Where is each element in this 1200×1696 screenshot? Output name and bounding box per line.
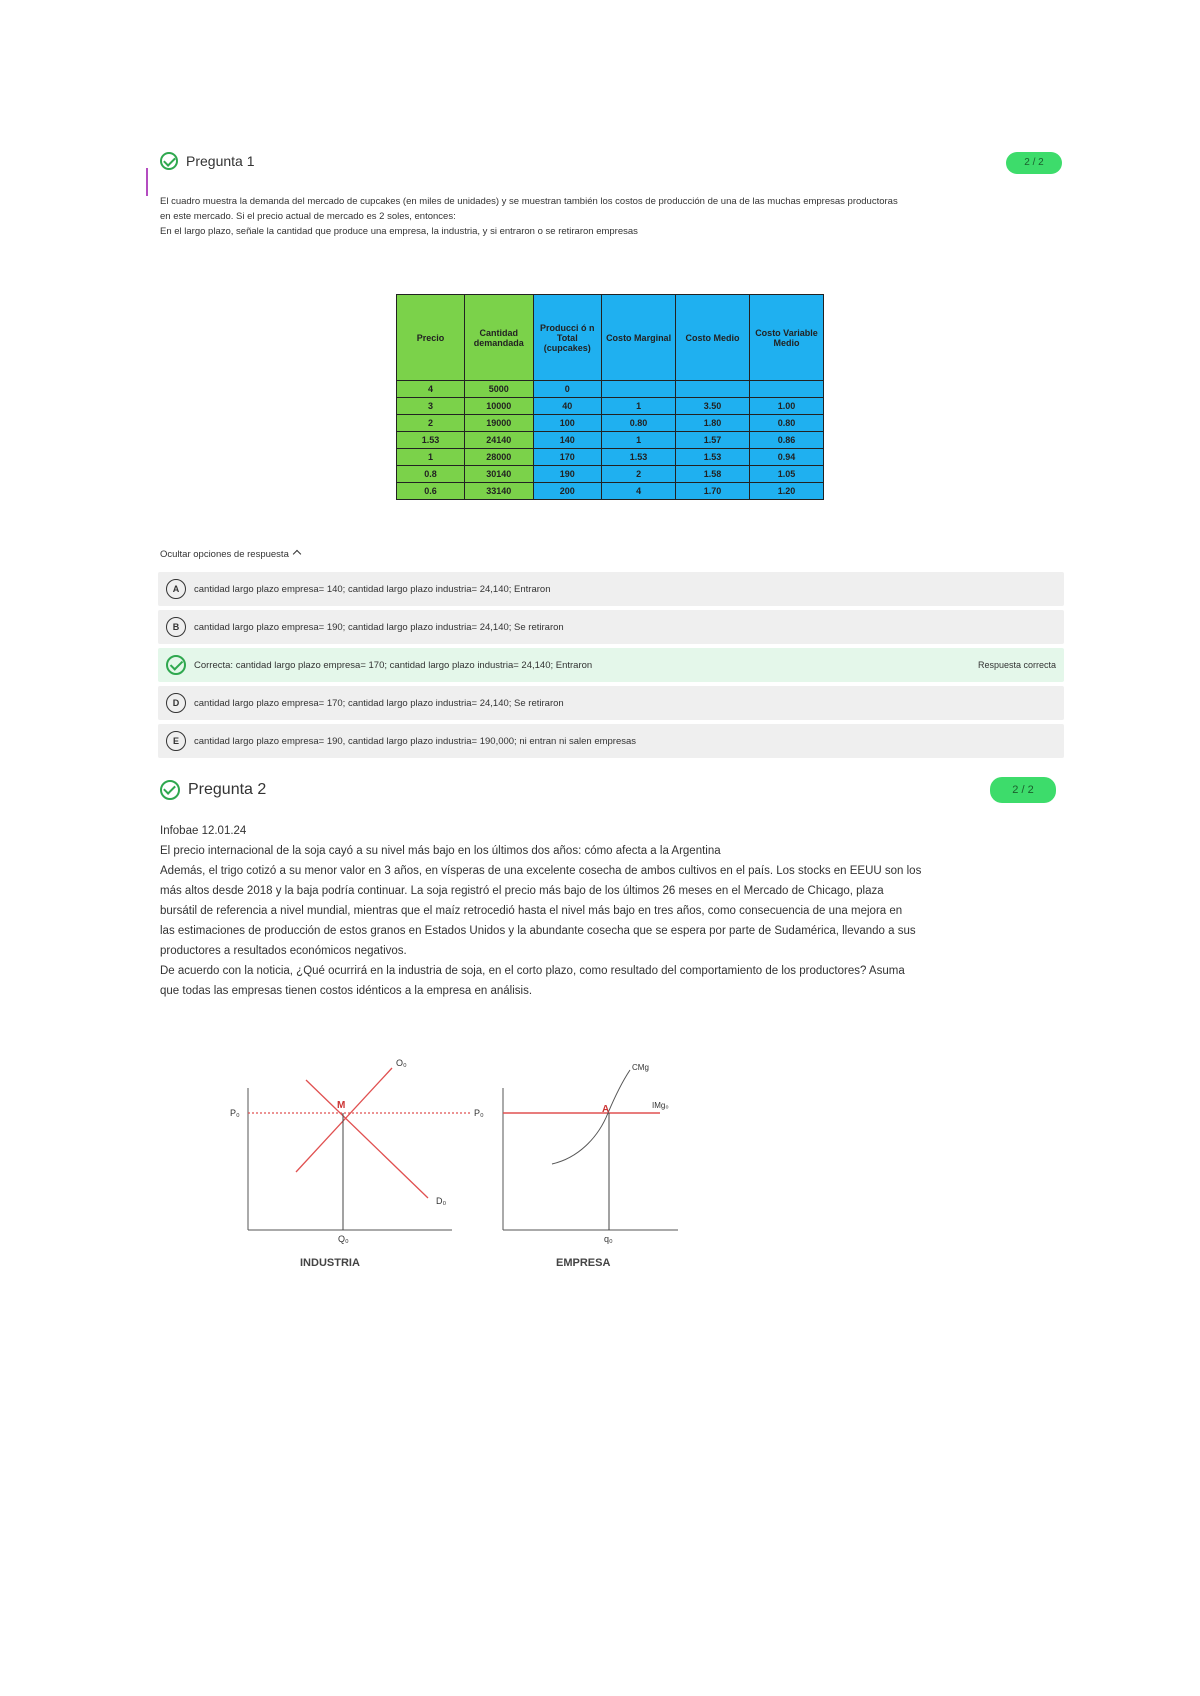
chevron-up-icon — [293, 550, 301, 558]
option-text: Correcta: cantidad largo plazo empresa= 170; cantidad largo plazo industria= 24,140; Entraron — [194, 659, 593, 671]
q2-text-line: Infobae 12.01.24 — [160, 825, 247, 837]
marginal-cost-curve — [552, 1070, 630, 1164]
option-letter-d: D — [166, 693, 186, 713]
q1-score-badge: 2 / 2 — [1006, 152, 1062, 174]
table-cell: 4 — [397, 381, 465, 398]
table-row — [397, 483, 824, 500]
q2-text-line: Además, el trigo cotizó a su menor valor en 3 años, en vísperas de una excelente cosecha de ambos cultivos en el país. Los stocks en EEUU son los — [160, 865, 922, 877]
q1-focus-marker — [146, 168, 148, 196]
table-row — [397, 415, 824, 432]
table-cell: 0.94 — [749, 449, 823, 466]
table-cell — [749, 381, 823, 398]
q1-question-text — [160, 194, 1070, 239]
q2-text-line: que todas las empresas tienen costos idénticos a la empresa en análisis. — [160, 985, 533, 997]
table-cell: 0.8 — [397, 466, 465, 483]
table-cell: 33140 — [465, 483, 534, 500]
label-q0: Q₀ — [338, 1234, 349, 1244]
table-cell: 200 — [533, 483, 601, 500]
q2-question-text — [160, 821, 1070, 1001]
table-header-produccion: Producci ó n Total (cupcakes) — [533, 295, 601, 381]
q2-text-line: De acuerdo con la noticia, ¿Qué ocurrirá en la industria de soja, en el corto plazo, como resultado del comportamiento de los productores? Asuma — [160, 965, 905, 977]
q1-title: Pregunta 1 — [186, 153, 255, 169]
check-circle-icon — [160, 152, 178, 170]
q1-header — [160, 152, 255, 170]
table-cell: 100 — [533, 415, 601, 432]
q2-text-line: bursátil de referencia a nivel mundial, mientras que el maíz retrocedió hasta el nivel más bajo en tres años, como consecuencia de una mejora en — [160, 905, 903, 917]
q1-text-line: En el largo plazo, señale la cantidad que produce una empresa, la industria, y si entraron o se retiraron empresas — [160, 226, 638, 237]
table-cell: 2 — [397, 415, 465, 432]
table-cell: 170 — [533, 449, 601, 466]
table-cell: 1 — [397, 449, 465, 466]
table-cell: 40 — [533, 398, 601, 415]
table-cell: 2 — [602, 466, 676, 483]
table-cell: 10000 — [465, 398, 534, 415]
table-cell: 1.05 — [749, 466, 823, 483]
answer-option-c[interactable] — [158, 648, 1064, 682]
answer-option-a[interactable] — [158, 572, 1064, 606]
industry-label: INDUSTRIA — [300, 1257, 360, 1269]
option-text: cantidad largo plazo empresa= 190, cantidad largo plazo industria= 190,000; ni entran ni salen empresas — [194, 735, 637, 747]
table-header-costo-marginal: Costo Marginal — [602, 295, 676, 381]
table-cell: 5000 — [465, 381, 534, 398]
table-cell: 1.80 — [676, 415, 750, 432]
table-cell — [602, 381, 676, 398]
firm-label: EMPRESA — [556, 1257, 611, 1269]
table-cell: 1 — [602, 432, 676, 449]
option-letter-e: E — [166, 731, 186, 751]
table-cell: 1.00 — [749, 398, 823, 415]
correct-answer-label: Respuesta correcta — [977, 660, 1056, 670]
table-cell: 1.53 — [676, 449, 750, 466]
table-cell: 0.86 — [749, 432, 823, 449]
q2-text-line: productores a resultados económicos negativos. — [160, 945, 407, 957]
table-row — [397, 398, 824, 415]
table-cell: 1.53 — [602, 449, 676, 466]
table-cell: 1.57 — [676, 432, 750, 449]
table-row — [397, 466, 824, 483]
label-p0-right: P₀ — [474, 1108, 484, 1118]
table-cell: 28000 — [465, 449, 534, 466]
option-text: cantidad largo plazo empresa= 190; cantidad largo plazo industria= 24,140; Se retiraron — [194, 621, 564, 633]
demand-curve — [306, 1080, 428, 1198]
table-cell: 3 — [397, 398, 465, 415]
table-cell: 24140 — [465, 432, 534, 449]
hide-options-toggle[interactable] — [160, 549, 300, 560]
table-cell — [676, 381, 750, 398]
label-q0-firm: q₀ — [604, 1234, 613, 1244]
table-row — [397, 381, 824, 398]
table-cell: 19000 — [465, 415, 534, 432]
q1-text-line: en este mercado. Si el precio actual de mercado es 2 soles, entonces: — [160, 211, 456, 222]
table-cell: 1 — [602, 398, 676, 415]
table-row — [397, 432, 824, 449]
label-a: A — [602, 1104, 610, 1115]
label-p0-left: P₀ — [230, 1108, 240, 1118]
table-cell: 0 — [533, 381, 601, 398]
q2-score-badge: 2 / 2 — [990, 777, 1056, 803]
label-cmg: CMg — [632, 1063, 649, 1072]
table-header-precio: Precio — [397, 295, 465, 381]
table-row — [397, 449, 824, 466]
q2-header — [160, 780, 266, 800]
table-cell: 1.58 — [676, 466, 750, 483]
hide-options-label: Ocultar opciones de respuesta — [160, 549, 289, 560]
check-circle-icon — [166, 655, 186, 675]
table-header-costo-variable-medio: Costo Variable Medio — [749, 295, 823, 381]
q2-title: Pregunta 2 — [188, 781, 267, 798]
table-cell: 190 — [533, 466, 601, 483]
table-cell: 1.53 — [397, 432, 465, 449]
answer-option-b[interactable] — [158, 610, 1064, 644]
answer-option-d[interactable] — [158, 686, 1064, 720]
table-cell: 30140 — [465, 466, 534, 483]
label-o0: O₀ — [396, 1058, 407, 1068]
table-cell: 4 — [602, 483, 676, 500]
label-m: M — [337, 1100, 346, 1111]
table-cell: 3.50 — [676, 398, 750, 415]
option-letter-a: A — [166, 579, 186, 599]
option-text: cantidad largo plazo empresa= 140; cantidad largo plazo industria= 24,140; Entraron — [194, 583, 551, 595]
table-cell: 1.70 — [676, 483, 750, 500]
table-header-cantidad: Cantidad demandada — [465, 295, 534, 381]
table-cell: 1.20 — [749, 483, 823, 500]
label-d0: D₀ — [436, 1196, 447, 1206]
option-letter-b: B — [166, 617, 186, 637]
answer-option-e[interactable] — [158, 724, 1064, 758]
table-cell: 0.6 — [397, 483, 465, 500]
q2-text-line: El precio internacional de la soja cayó a su nivel más bajo en los últimos dos años: cómo afecta a la Argentina — [160, 845, 721, 857]
check-circle-icon — [160, 780, 180, 800]
q1-text-line: El cuadro muestra la demanda del mercado de cupcakes (en miles de unidades) y se muestran también los costos de producción de una de las muchas empresas productoras — [160, 196, 898, 207]
option-text: cantidad largo plazo empresa= 170; cantidad largo plazo industria= 24,140; Se retiraron — [194, 697, 564, 709]
label-img0: IMg₀ — [652, 1101, 669, 1110]
q2-text-line: más altos desde 2018 y la baja podría continuar. La soja registró el precio más bajo de los últimos 26 meses en el Mercado de Chicago, plaza — [160, 885, 884, 897]
table-header-costo-medio: Costo Medio — [676, 295, 750, 381]
q2-text-line: las estimaciones de producción de estos granos en Estados Unidos y la abundante cosecha que se espera por parte de Sudamérica, llevando a sus — [160, 925, 916, 937]
table-cell: 140 — [533, 432, 601, 449]
table-cell: 0.80 — [749, 415, 823, 432]
cost-table — [396, 294, 824, 500]
supply-demand-graph — [200, 1050, 700, 1280]
table-cell: 0.80 — [602, 415, 676, 432]
